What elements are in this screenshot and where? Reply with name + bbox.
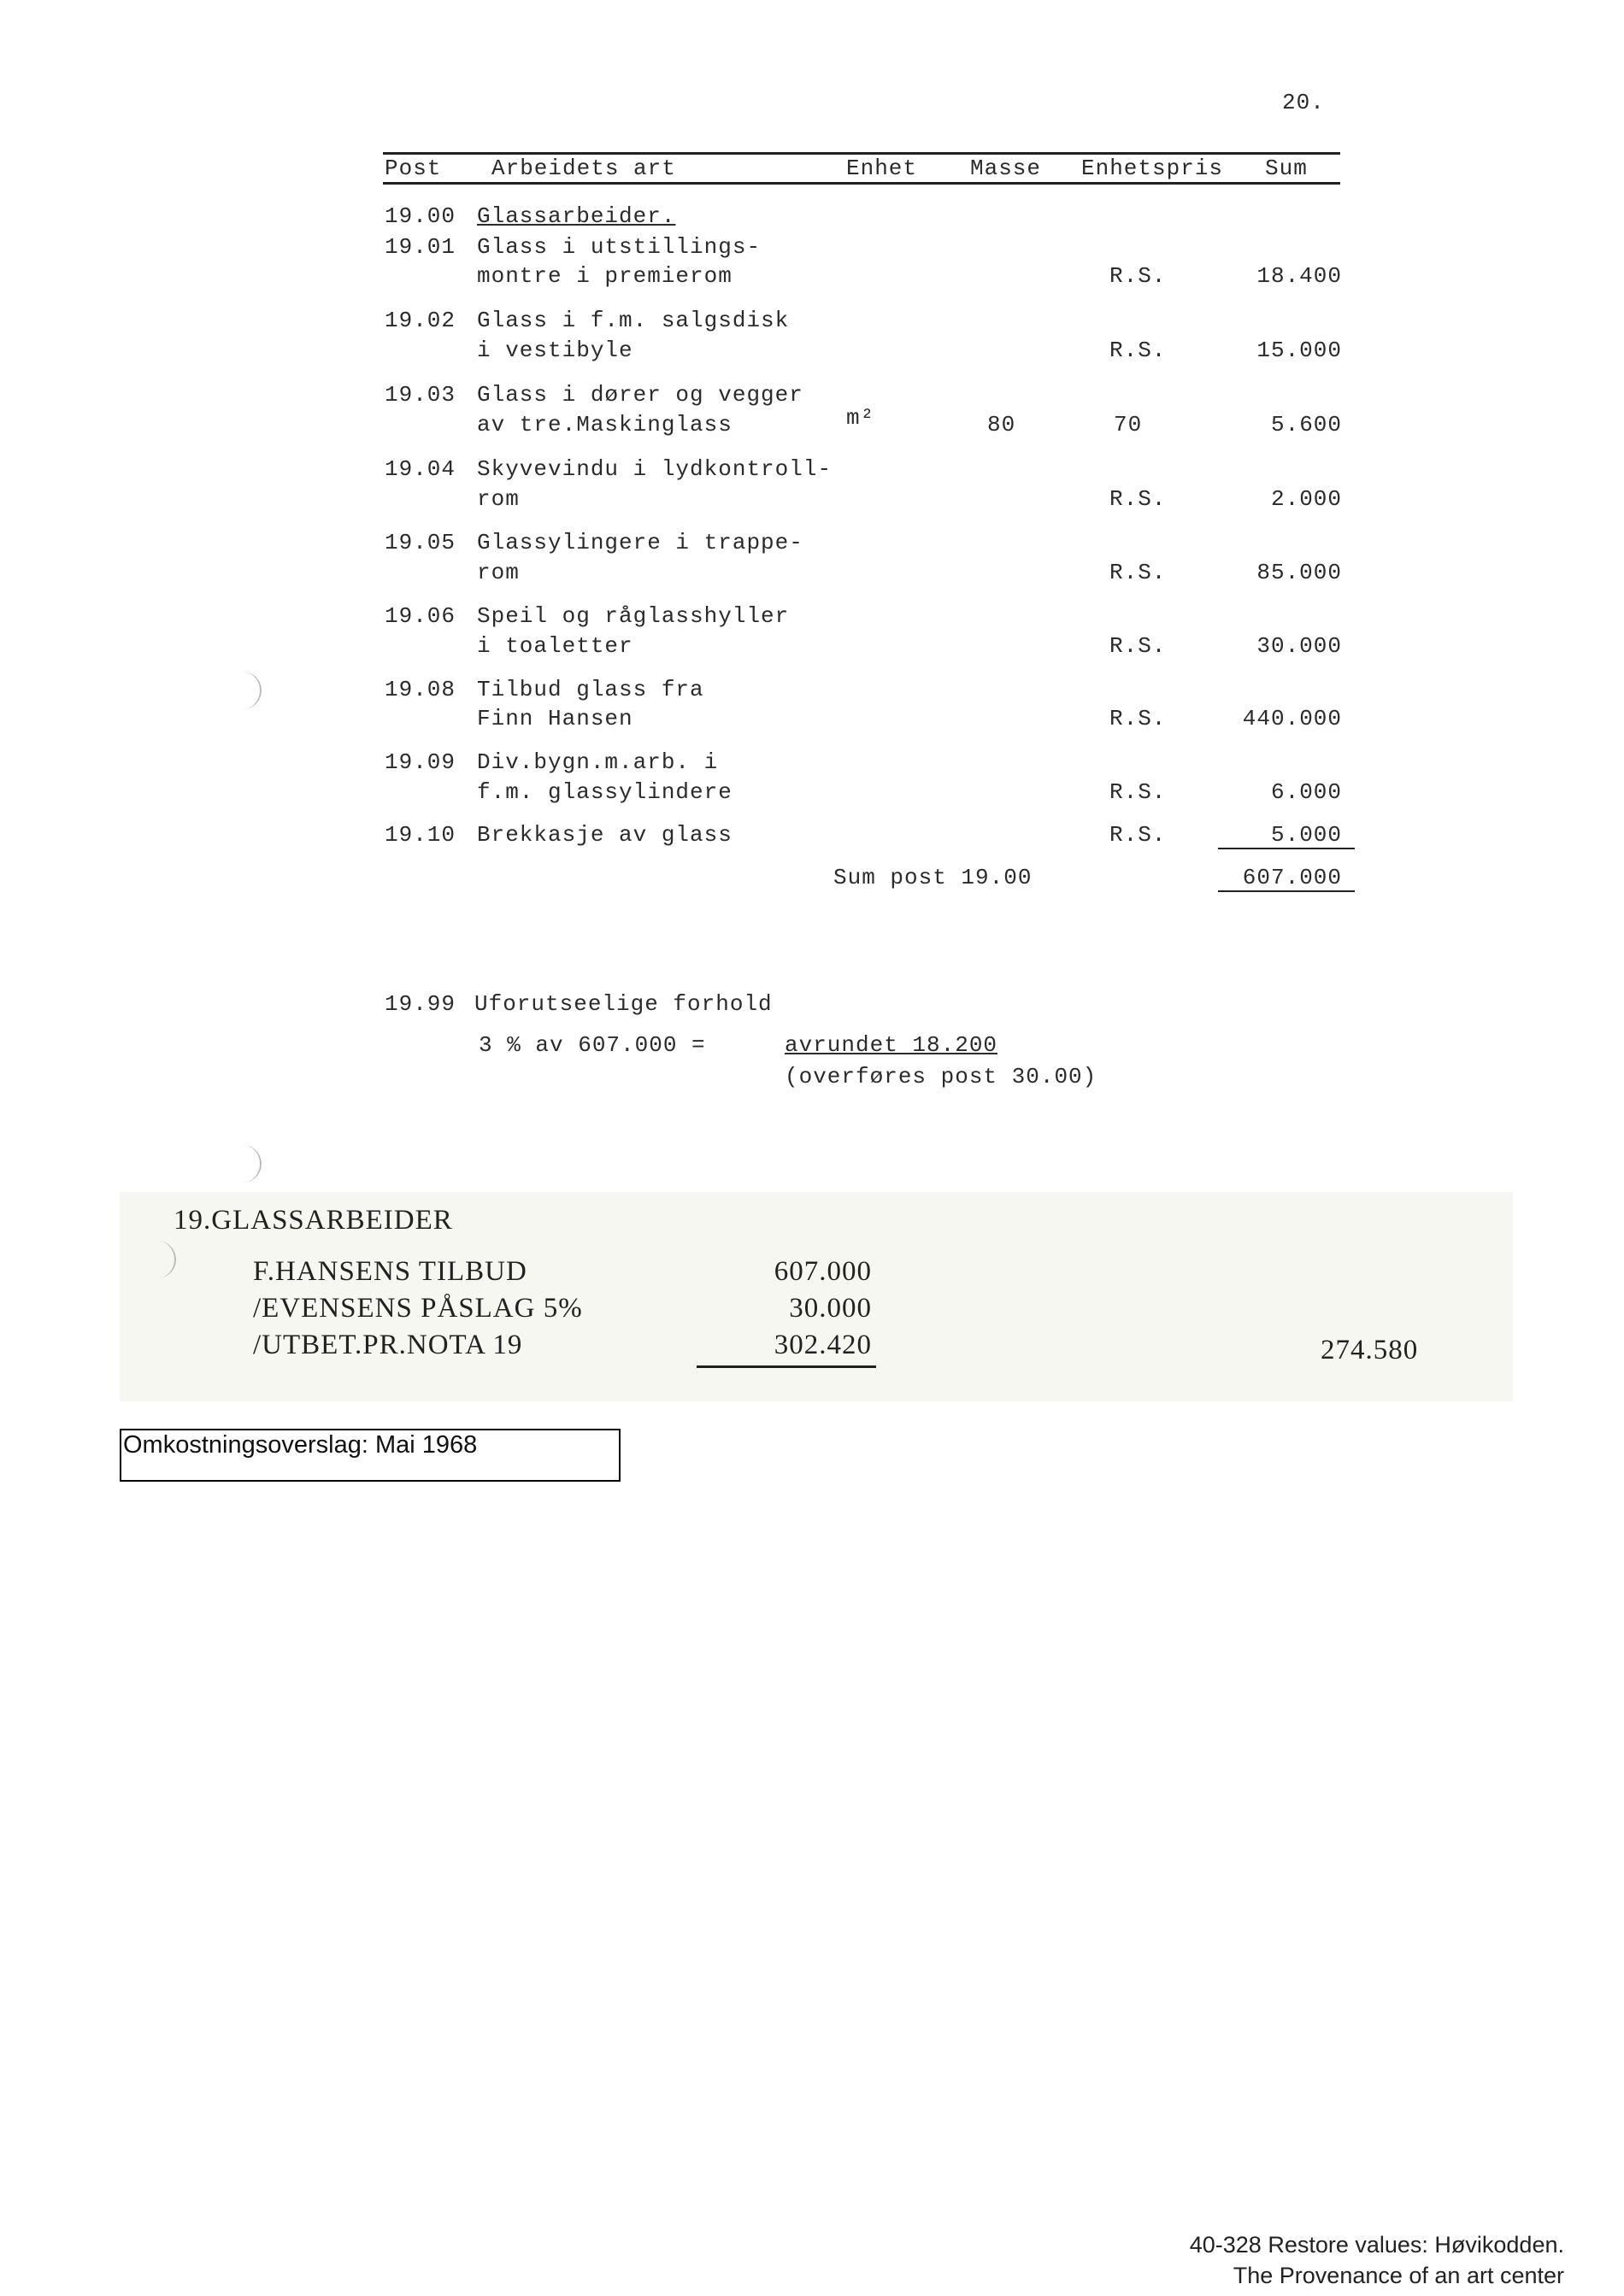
- contingency-title: Uforutseelige forhold: [474, 991, 773, 1017]
- col-header-enhetspris: Enhetspris: [1081, 156, 1224, 181]
- row-sum: 18.400: [1256, 263, 1342, 289]
- row-description-cont: f.m. glassylindere: [477, 779, 733, 805]
- summary-line-value: 607.000: [774, 1256, 872, 1287]
- row-sum: 15.000: [1256, 338, 1342, 363]
- summary-line-value: 30.000: [789, 1293, 872, 1324]
- row-sum: 5.600: [1270, 412, 1342, 437]
- row-unit: m²: [846, 405, 875, 431]
- summary-title: 19.GLASSARBEIDER: [174, 1205, 453, 1236]
- row-sum: 6.000: [1270, 779, 1342, 805]
- row-post: 19.05: [385, 530, 456, 555]
- col-header-enhet: Enhet: [846, 156, 918, 181]
- row-unit-price: R.S.: [1109, 263, 1167, 289]
- row-unit-price: R.S.: [1109, 779, 1167, 805]
- row-description: Brekkasje av glass: [477, 822, 733, 848]
- sum-post-value: 607.000: [1242, 865, 1342, 890]
- row-post: 19.02: [385, 308, 456, 333]
- contingency-transfer: (overføres post 30.00): [785, 1064, 1097, 1089]
- page-number: 20.: [1282, 90, 1325, 115]
- row-description-cont: rom: [477, 560, 520, 585]
- row-post: 19.06: [385, 603, 456, 629]
- col-header-masse: Masse: [970, 156, 1042, 181]
- row-post: 19.03: [385, 382, 456, 408]
- row-description: Glassylingere i trappe-: [477, 530, 803, 555]
- header-bottom-rule: [383, 182, 1340, 185]
- row-description-cont: montre i premierom: [477, 263, 733, 289]
- caption-line-2: The Provenance of an art center: [1233, 2263, 1564, 2288]
- row-sum: 2.000: [1270, 486, 1342, 512]
- row-unit-price: 70: [1114, 412, 1143, 437]
- caption-line-1: 40-328 Restore values: Høvikodden.: [1189, 2232, 1564, 2258]
- row-post: 19.09: [385, 749, 456, 775]
- row-post: 19.10: [385, 822, 456, 848]
- row-description-cont: av tre.Maskinglass: [477, 412, 733, 437]
- row-sum: 5.000: [1270, 822, 1342, 848]
- row-description: Speil og råglasshyller: [477, 603, 790, 629]
- summary-line-label: /EVENSENS PÅSLAG 5%: [253, 1293, 583, 1324]
- summary-line-value: 302.420: [774, 1330, 872, 1360]
- row-unit-price: R.S.: [1109, 633, 1167, 659]
- summary-line-label: /UTBET.PR.NOTA 19: [253, 1330, 523, 1360]
- row-post: 19.08: [385, 677, 456, 702]
- header-top-rule: [383, 152, 1340, 155]
- row-description-cont: i vestibyle: [477, 338, 633, 363]
- row-unit-price: R.S.: [1109, 486, 1167, 512]
- row-post: 19.04: [385, 456, 456, 482]
- contingency-post: 19.99: [385, 991, 456, 1017]
- row-description-cont: rom: [477, 486, 520, 512]
- row-unit-price: R.S.: [1109, 338, 1167, 363]
- section-title: Glassarbeider.: [477, 203, 676, 229]
- row-description: Div.bygn.m.arb. i: [477, 749, 719, 775]
- summary-underline: [697, 1365, 876, 1368]
- section-code: 19.00: [385, 203, 456, 229]
- row-description-cont: Finn Hansen: [477, 706, 633, 731]
- row-quantity: 80: [987, 412, 1016, 437]
- row-post: 19.01: [385, 234, 456, 260]
- row-unit-price: R.S.: [1109, 560, 1167, 585]
- row-description: Glass i dører og vegger: [477, 382, 803, 408]
- total-underline: [1218, 890, 1355, 892]
- row-sum: 85.000: [1256, 560, 1342, 585]
- row-sum: 30.000: [1256, 633, 1342, 659]
- punch-hole-mark: [238, 1145, 262, 1183]
- row-description: Glass i f.m. salgsdisk: [477, 308, 790, 333]
- summary-line-label: F.HANSENS TILBUD: [253, 1256, 527, 1287]
- row-description-cont: i toaletter: [477, 633, 633, 659]
- col-header-arbeidets-art: Arbeidets art: [491, 156, 676, 181]
- col-header-post: Post: [385, 156, 442, 181]
- punch-hole-mark: [238, 672, 262, 709]
- col-header-sum: Sum: [1265, 156, 1308, 181]
- sum-post-label: Sum post 19.00: [833, 865, 1033, 890]
- row-unit-price: R.S.: [1109, 822, 1167, 848]
- summary-total: 274.580: [1321, 1335, 1419, 1365]
- row-sum: 440.000: [1242, 706, 1342, 731]
- contingency-calc: 3 % av 607.000 =: [479, 1032, 706, 1058]
- row-unit-price: R.S.: [1109, 706, 1167, 731]
- row-description: Glass i utstillings-: [477, 234, 762, 260]
- sum-underline: [1218, 848, 1355, 849]
- contingency-rounded: avrundet 18.200: [785, 1032, 998, 1058]
- estimate-date-box: Omkostningsoverslag: Mai 1968: [120, 1429, 621, 1482]
- row-description: Skyvevindu i lydkontroll-: [477, 456, 833, 482]
- row-description: Tilbud glass fra: [477, 677, 704, 702]
